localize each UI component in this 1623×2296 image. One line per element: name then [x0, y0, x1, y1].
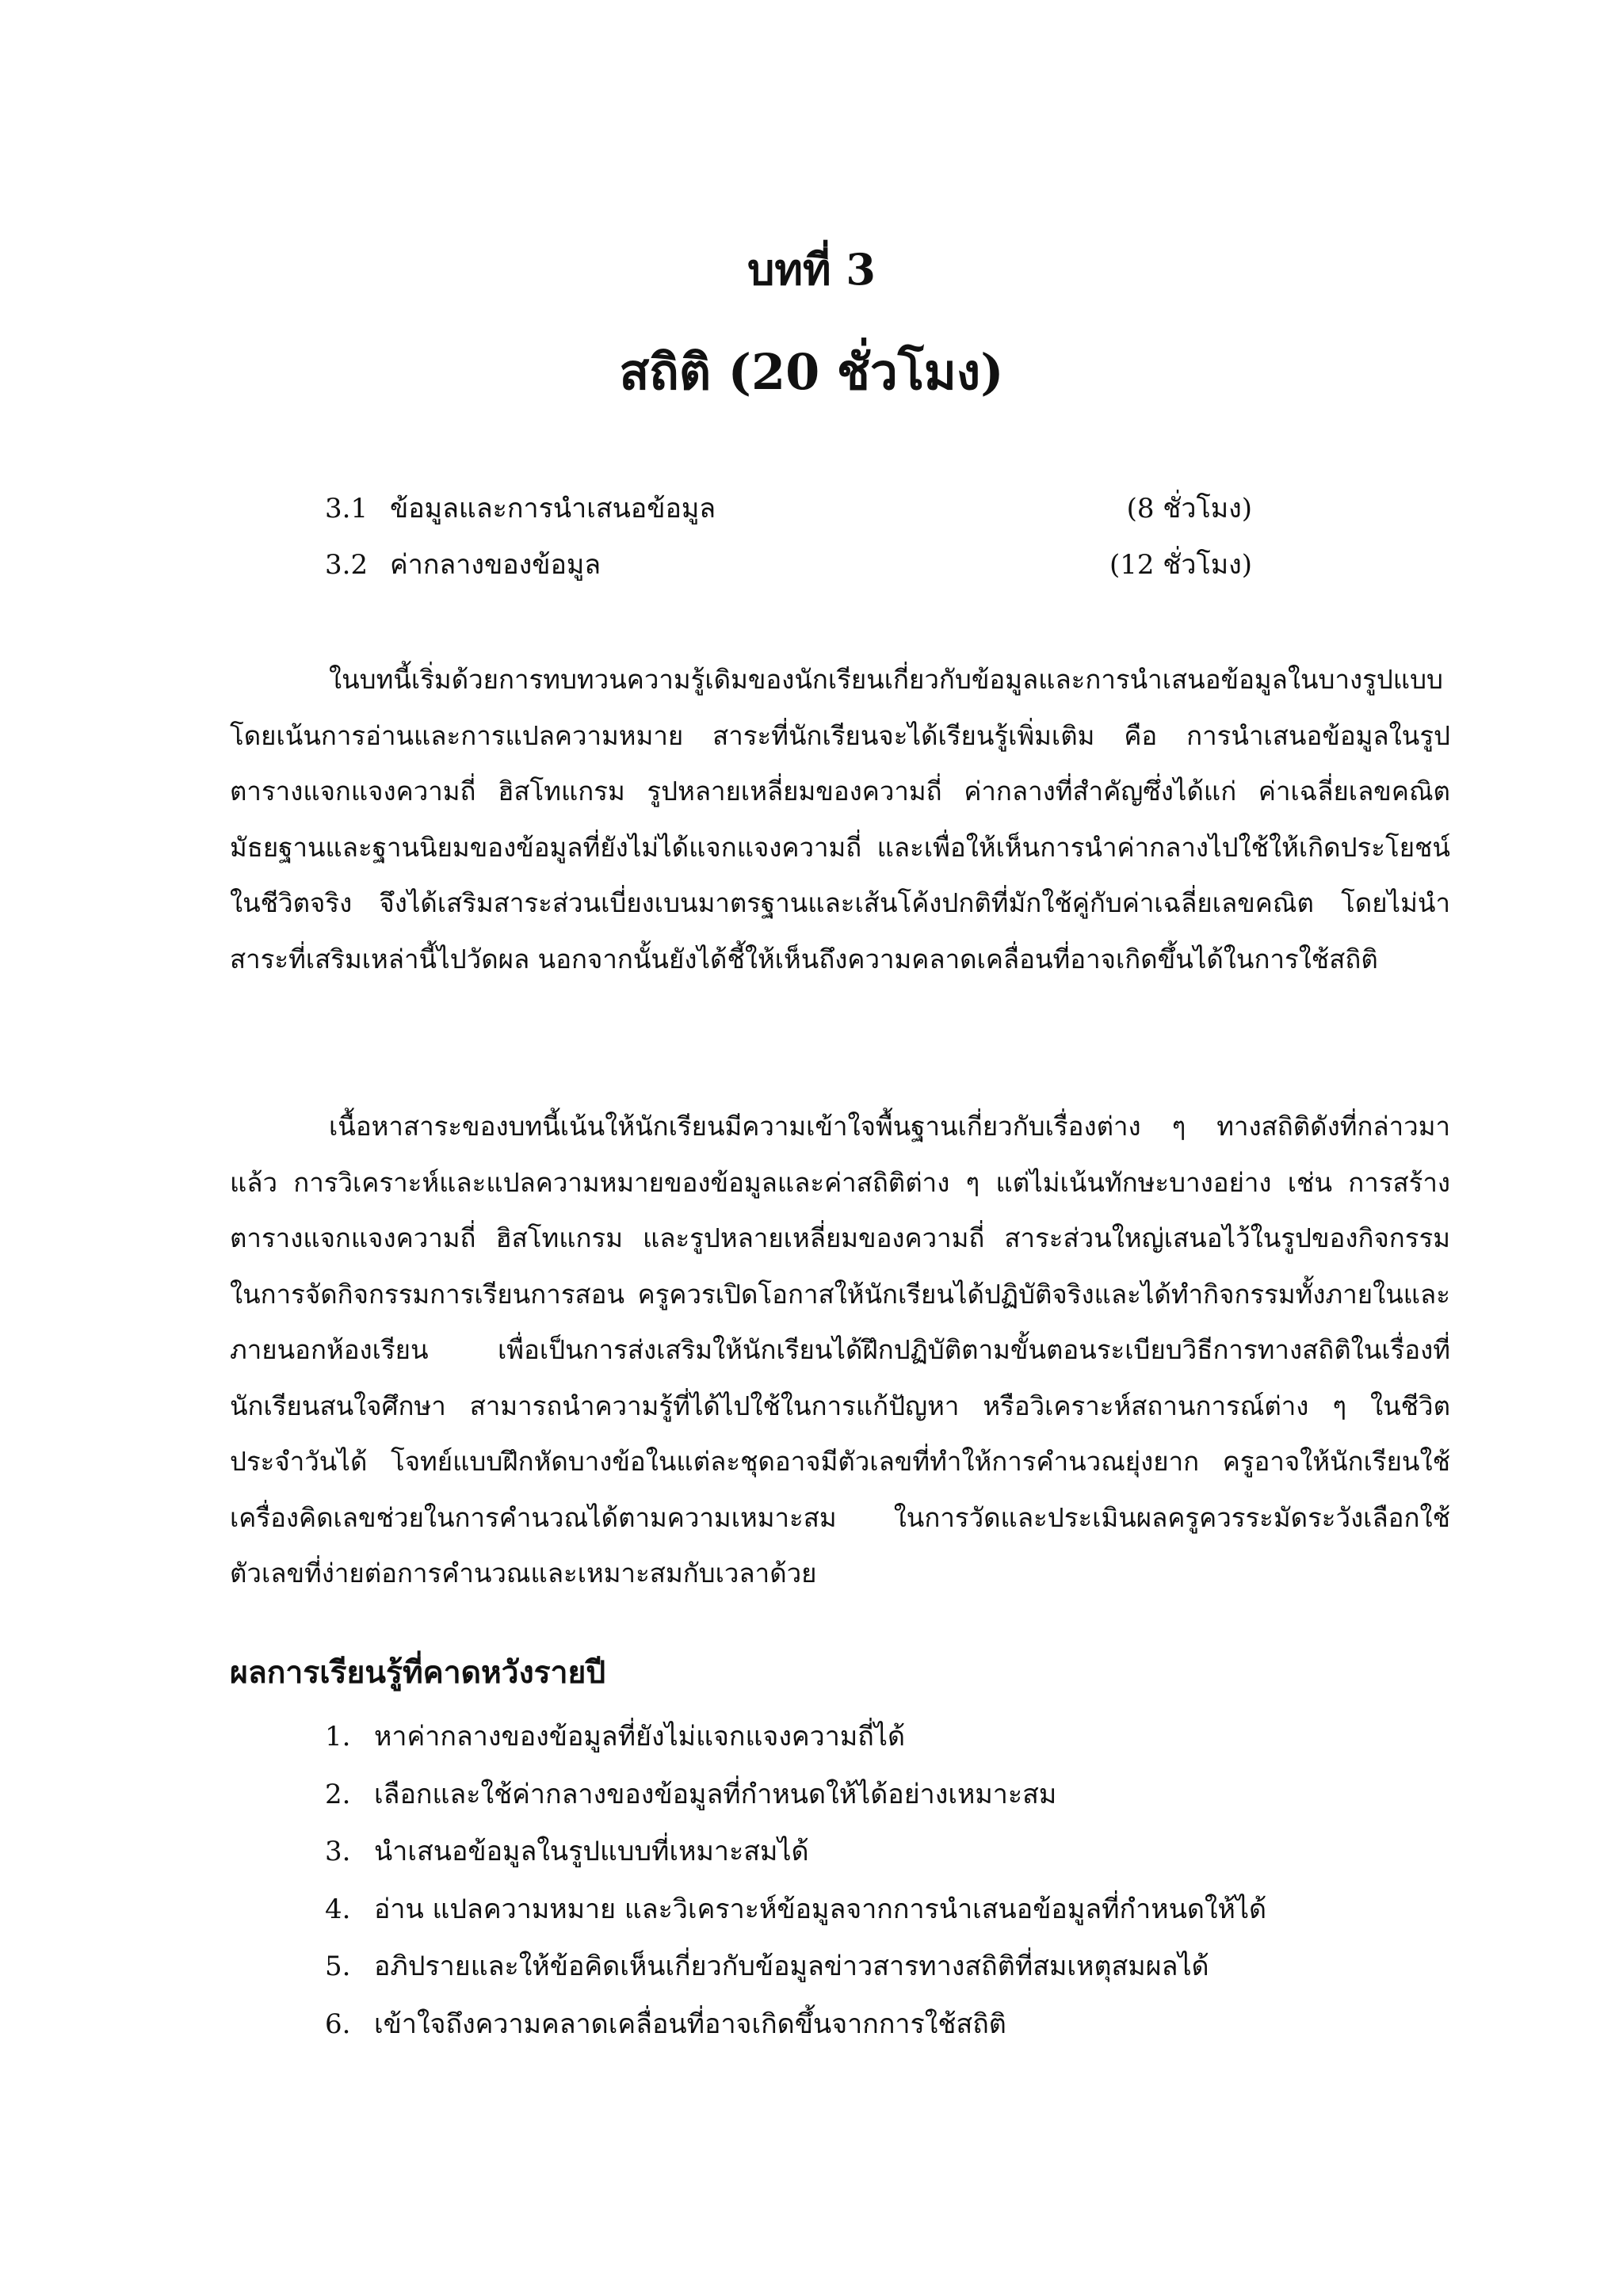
outcome-item — [325, 1996, 1450, 2054]
toc-number: 3.2 — [325, 549, 369, 581]
outcome-item — [325, 1938, 1450, 1996]
intro-paragraph: ในบทนี้เริ่มด้วยการทบทวนความรู้เดิมของนักเรียนเกี่ยวกับข้อมูลและการนำเสนอข้อมูลในบางรูปแบบ โดยเน้นการอ่านและการแปลความหมาย สาระที่นักเรียนจะได้เรียนรู้เพิ่มเติม คือ การนำเสนอข้อมูลในรูปตารางแจกแจงความถี่ ฮิสโทแกรม รูปหลายเหลี่ยมของความถี่ ค่ากลางที่สำคัญซึ่งได้แก่ ค่าเฉลี่ยเลขคณิต มัธยฐานและฐานนิยมของข้อมูลที่ยังไม่ได้แจกแจงความถี่ และเพื่อให้เห็นการนำค่ากลางไปใช้ให้เกิดประโยชน์ในชีวิตจริง จึงได้เสริมสาระส่วนเบี่ยงเบนมาตรฐานและเส้นโค้งปกติที่มักใช้คู่กับค่าเฉลี่ยเลขคณิต โดยไม่นำสาระที่เสริมเหล่านี้ไปวัดผล นอกจากนั้นยังได้ชี้ให้เห็นถึงความคลาดเคลื่อนที่อาจเกิดขึ้นได้ในการใช้สถิติ — [230, 664, 1450, 974]
outcomes-list — [325, 1708, 1450, 2053]
chapter-number: บทที่ 3 — [747, 244, 876, 295]
outcome-number: 4. — [325, 1893, 351, 1925]
outcome-text: หาค่ากลางของข้อมูลที่ยังไม่แจกแจงความถี่ได้ — [374, 1721, 906, 1753]
toc-text: ข้อมูลและการนำเสนอข้อมูล — [390, 493, 716, 524]
outcome-number: 5. — [325, 1951, 351, 1982]
outcome-text: เลือกและใช้ค่ากลางของข้อมูลที่กำหนดให้ได้อย่างเหมาะสม — [374, 1778, 1057, 1810]
outcome-text: อภิปรายและให้ข้อคิดเห็นเกี่ยวกับข้อมูลข่าวสารทางสถิติที่สมเหตุสมผลได้ — [374, 1951, 1209, 1982]
outcome-item — [325, 1708, 1450, 1766]
outcome-number: 2. — [325, 1778, 351, 1810]
outcome-text: อ่าน แปลความหมาย และวิเคราะห์ข้อมูลจากการนำเสนอข้อมูลที่กำหนดให้ได้ — [374, 1893, 1267, 1925]
toc-hours: (8 ชั่วโมง) — [1126, 493, 1252, 524]
outcome-item — [325, 1766, 1450, 1824]
outcome-text: เข้าใจถึงความคลาดเคลื่อนที่อาจเกิดขึ้นจากการใช้สถิติ — [374, 2008, 1006, 2040]
outcome-item — [325, 1823, 1450, 1881]
outcome-text: นำเสนอข้อมูลในรูปแบบที่เหมาะสมได้ — [374, 1836, 809, 1867]
outcome-item — [325, 1881, 1450, 1939]
content-paragraph: เนื้อหาสาระของบทนี้เน้นให้นักเรียนมีความเข้าใจพื้นฐานเกี่ยวกับเรื่องต่าง ๆ ทางสถิติดังที่กล่าวมาแล้ว การวิเคราะห์และแปลความหมายของข้อมูลและค่าสถิติต่าง ๆ แต่ไม่เน้นทักษะบางอย่าง เช่น การสร้างตารางแจกแจงความถี่ ฮิสโทแกรม และรูปหลายเหลี่ยมของความถี่ สาระส่วนใหญ่เสนอไว้ในรูปของกิจกรรม ในการจัดกิจกรรมการเรียนการสอน ครูควรเปิดโอกาสให้นักเรียนได้ปฏิบัติจริงและได้ทำกิจกรรมทั้งภายในและภายนอกห้องเรียน เพื่อเป็นการส่งเสริมให้นักเรียนได้ฝึกปฏิบัติตามขั้นตอนระเบียบวิธีการทางสถิติในเรื่องที่นักเรียนสนใจศึกษา สามารถนำความรู้ที่ได้ไปใช้ในการแก้ปัญหา หรือวิเคราะห์สถานการณ์ต่าง ๆ ในชีวิตประจำวันได้ โจทย์แบบฝึกหัดบางข้อในแต่ละชุดอาจมีตัวเลขที่ทำให้การคำนวณยุ่งยาก ครูอาจให้นักเรียนใช้เครื่องคิดเลขช่วยในการคำนวณได้ตามความเหมาะสม ในการวัดและประเมินผลครูควรระมัดระวังเลือกใช้ตัวเลขที่ง่ายต่อการคำนวณและเหมาะสมกับเวลาด้วย — [230, 1111, 1450, 1589]
chapter-title: สถิติ (20 ชั่วโมง) — [619, 343, 1004, 401]
toc-text: ค่ากลางของข้อมูล — [390, 549, 601, 581]
toc-hours: (12 ชั่วโมง) — [1109, 549, 1252, 581]
outcomes-heading: ผลการเรียนรู้ที่คาดหวังรายปี — [230, 1654, 606, 1691]
toc-number: 3.1 — [325, 493, 369, 524]
outcome-number: 6. — [325, 2008, 351, 2040]
toc-row — [325, 541, 1252, 589]
outcome-number: 1. — [325, 1721, 351, 1753]
toc-row — [325, 485, 1252, 532]
outcome-number: 3. — [325, 1836, 351, 1867]
